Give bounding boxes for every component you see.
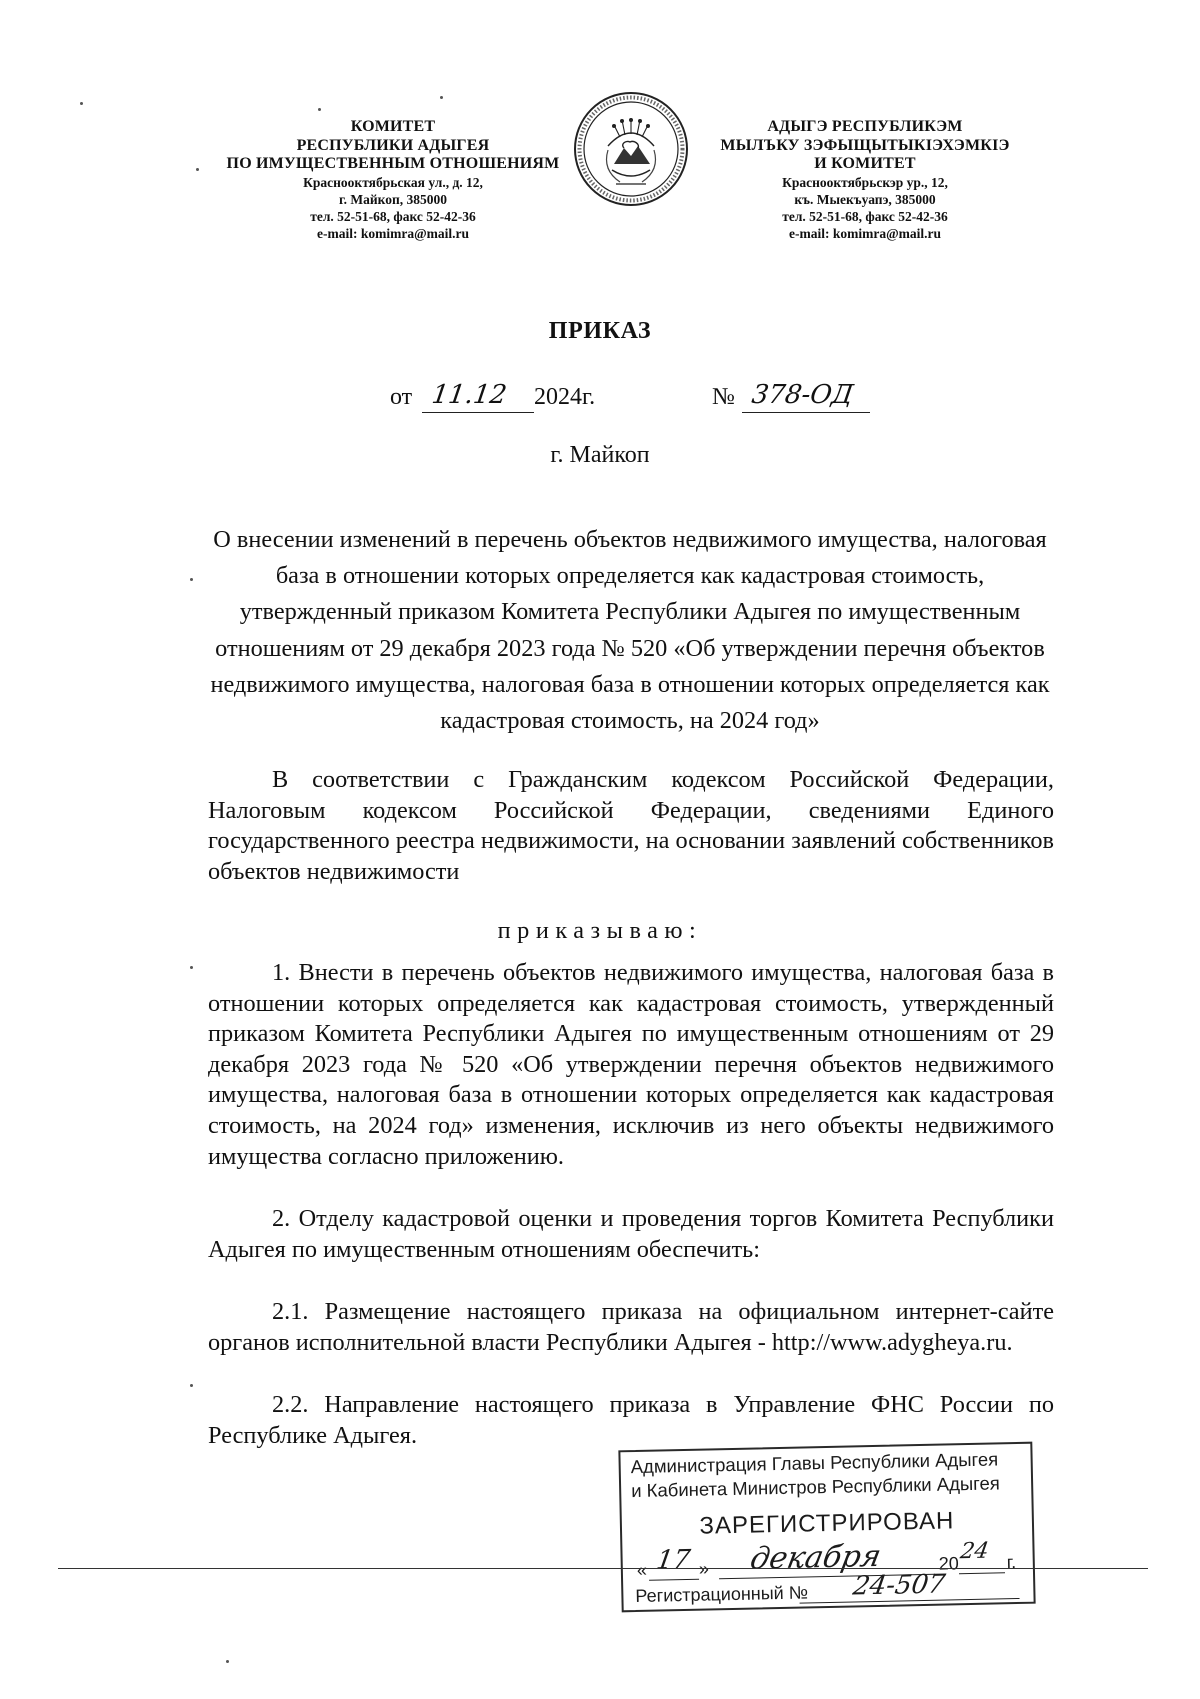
org-name-line: И КОМИТЕТ — [814, 155, 916, 173]
decree-word: приказываю: — [497, 917, 703, 944]
stamp-quote-close: » — [698, 1558, 710, 1579]
city-line: г. Майкоп — [550, 442, 650, 468]
email-line: e-mail: komimra@mail.ru — [788, 225, 942, 241]
registration-stamp — [618, 1442, 1035, 1613]
stamp-handwritten-reg-number: 24-507 — [850, 1569, 948, 1602]
stamp-authority-line-1: Администрация Главы Республики Адыгея — [630, 1448, 999, 1478]
order-date-number-line — [0, 378, 1200, 418]
stamp-year-suffix: г. — [1006, 1552, 1017, 1573]
basis-paragraph: В соответствии с Гражданским кодексом Российской Федерации, Налоговым кодексом Российской Федерации, сведениями Единого государственного реестра недвижимости, на основании заявлений собственников объектов недвижимости — [208, 766, 1054, 885]
order-subject: О внесении изменений в перечень объектов недвижимого имущества, налоговая база в отношении которых определяется как кадастровая стоимость, утвержденный приказом Комитета Республики Адыгея по имущественным отношениям от 29 декабря 2023 года № 520 «Об утверждении перечня объектов недвижимого имущества, налоговая база в отношении которых определяется как кадастровая стоимость, на 2024 год» — [210, 526, 1050, 735]
scan-speck — [190, 578, 193, 581]
handwritten-date: 11.12 — [429, 380, 509, 410]
phone-line: тел. 52-51-68, факс 52-42-36 — [310, 208, 476, 224]
date-prefix: от — [390, 384, 413, 410]
scan-speck — [190, 966, 193, 969]
org-name-line: МЫЛЪКУ ЗЭФЫЩЫТЫКIЭХЭМКIЭ — [720, 136, 1010, 154]
scan-speck — [80, 102, 83, 105]
org-name-line: ПО ИМУЩЕСТВЕННЫМ ОТНОШЕНИЯМ — [226, 155, 560, 173]
stamp-handwritten-year: 24 — [958, 1538, 991, 1565]
header-right-ady — [700, 118, 1030, 242]
number-sign: № — [712, 384, 735, 410]
stamp-reg-label: Регистрационный № — [635, 1582, 809, 1607]
address-line: Краснооктябрьская ул., д. 12, — [303, 174, 483, 190]
stamp-authority-line-2: и Кабинета Министров Республики Адыгея — [630, 1472, 1001, 1502]
order-title: ПРИКАЗ — [548, 318, 652, 344]
stamp-century: 20 — [938, 1553, 960, 1574]
item-2-paragraph: 2. Отделу кадастровой оценки и проведения торгов Комитета Республики Адыгея по имущественным отношениям обеспечить: — [208, 1205, 1054, 1263]
date-year: 2024г. — [534, 384, 596, 410]
stamp-handwritten-day: 17 — [654, 1544, 693, 1576]
address-line: къ. Мыекъуапэ, 385000 — [794, 191, 936, 207]
stamp-registered-status: ЗАРЕГИСТРИРОВАН — [699, 1507, 955, 1540]
scan-speck — [440, 96, 443, 99]
header-left-ru — [208, 118, 578, 242]
item-1-paragraph: 1. Внести в перечень объектов недвижимого имущества, налоговая база в отношении которых определяется как кадастровая стоимость, утвержденный приказом Комитета Республики Адыгея по имущественным отношениям от 29 декабря 2023 года № 520 «Об утверждении перечня объектов недвижимого имущества, налоговая база в отношении которых определяется как кадастровая стоимость, на 2024 год» изменения, исключив из него объекты недвижимого имущества согласно приложению. — [208, 959, 1054, 1170]
scan-speck — [190, 1384, 193, 1387]
item-2-1-paragraph: 2.1. Размещение настоящего приказа на официальном интернет-сайте органов исполнительной власти Республики Адыгея - http://www.adygheya.ru. — [208, 1298, 1054, 1356]
scan-speck — [318, 108, 321, 111]
number-underline — [742, 412, 870, 413]
bottom-divider — [58, 1568, 1148, 1569]
scan-speck — [196, 168, 199, 171]
item-2-2-paragraph: 2.2. Направление настоящего приказа в Управление ФНС России по Республике Адыгея. — [208, 1391, 1054, 1449]
stamp-handwritten-month: декабря — [747, 1538, 884, 1577]
address-line: Краснооктябрьскэр ур., 12, — [782, 174, 948, 190]
org-name-line: АДЫГЭ РЕСПУБЛИКЭМ — [767, 118, 963, 135]
scan-speck — [226, 1660, 229, 1663]
coat-of-arms-icon — [572, 90, 690, 208]
date-underline — [422, 412, 534, 413]
stamp-quote-open: « — [636, 1559, 648, 1580]
email-line: e-mail: komimra@mail.ru — [316, 225, 470, 241]
org-name-line: РЕСПУБЛИКИ АДЫГЕЯ — [296, 136, 490, 154]
phone-line: тел. 52-51-68, факс 52-42-36 — [782, 208, 948, 224]
handwritten-order-number: 378-ОД — [749, 380, 855, 410]
org-name-line: КОМИТЕТ — [350, 118, 436, 135]
address-line: г. Майкоп, 385000 — [338, 191, 447, 207]
